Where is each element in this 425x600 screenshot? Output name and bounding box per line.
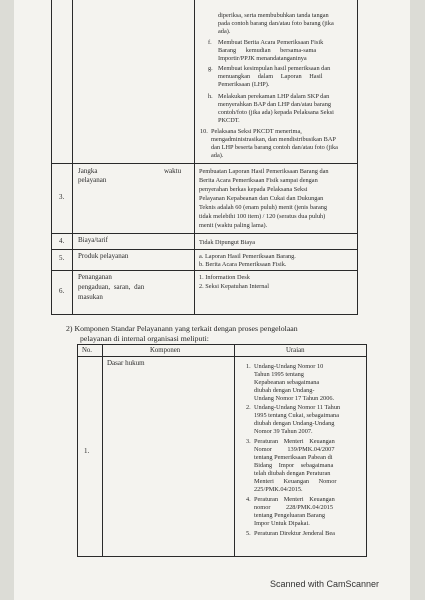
step-line: Pelaksana Seksi PKCDT menerima, — [211, 128, 302, 135]
step-line: Pemeriksaan (LHP). — [218, 81, 270, 88]
step-line: PKCDT. — [218, 117, 240, 124]
table1-left-border — [51, 0, 52, 315]
row-label: masukan — [78, 293, 103, 301]
table2-komponen-col-border — [234, 344, 235, 557]
column-header-no: No. — [82, 347, 93, 354]
table1-right-border — [357, 0, 358, 315]
component-label: Dasar hukum — [107, 359, 145, 367]
step-line: Melakukan perekaman LHP dalam SKP dan — [218, 93, 330, 100]
step-line: menyerahkan BAP dan LHP dan/atau barang — [218, 101, 332, 108]
product-item: b. Berita Acara Pemeriksaan Fisik. — [199, 261, 287, 268]
table2-left-border — [77, 344, 78, 557]
row-label: pelayanan — [78, 176, 107, 184]
step-line: Importir/PPJK menandatanganinya — [218, 55, 307, 62]
step-line: ada). — [211, 152, 224, 159]
list-line: nomor 228/PMK.04/2015 — [254, 504, 334, 511]
list-line: Menteri Keuangan Nomor — [254, 478, 337, 485]
step-line: ada). — [218, 28, 231, 35]
complaint-channel: 1. Information Desk — [199, 274, 250, 281]
row-number: 3. — [59, 193, 65, 201]
list-line: tentang Pemeriksaan Pabean di — [254, 454, 333, 461]
table1-row-divider — [51, 163, 358, 164]
list-line: 225/PMK.04/2015. — [254, 486, 303, 493]
step-line: Membuat Berita Acara Pemeriksaan Fisik — [218, 39, 324, 46]
step-line: mengadministrasikan, dan mendistribusikan BAP — [211, 136, 336, 143]
table2-right-border — [366, 344, 367, 557]
section-heading: 2) Komponen Standar Pelayanann yang terkait dengan proses pengelolaan — [66, 324, 298, 333]
list-line: Nomor 39 Tahun 2007. — [254, 428, 313, 435]
table1-label-col-border — [194, 0, 195, 315]
row-number: 5. — [59, 254, 65, 262]
table2-bottom-border — [77, 556, 367, 557]
list-line: telah diubah dengan Peraturan — [254, 470, 331, 477]
step-line: contoh/foto (jika ada) kepada Pelaksana Seksi — [218, 109, 334, 116]
step-line: menuangkan dalam Laporan Hasil — [218, 73, 323, 80]
list-line: Peraturan Menteri Keuangan — [254, 438, 335, 445]
list-marker: 1. — [246, 363, 251, 370]
list-line: Undang Nomor 17 Tahun 2006. — [254, 395, 335, 402]
description-line: Teknis adalah 60 (enam puluh) menit (jenis barang — [199, 204, 328, 211]
list-marker: 2. — [246, 404, 251, 411]
description-line: Berita Acara Pemeriksaan Fisik sampai dengan — [199, 177, 318, 184]
list-marker: 5. — [246, 530, 251, 537]
step-line: dan LHP beserta barang contoh dan/atau foto (jika — [211, 144, 338, 151]
description-line: Pelayanan Kepabeanan dan Cukai dan Dukungan — [199, 195, 324, 202]
table1-no-col-border — [72, 0, 73, 315]
table2-no-col-border — [102, 344, 103, 557]
table1-row-divider — [51, 233, 358, 234]
step-line: diperiksa, serta membubuhkan tanda tangan — [218, 12, 329, 19]
list-line: Nomor 139/PMK.04/2007 — [254, 446, 335, 453]
section-heading: pelayanan di internal organisasi meliputi: — [80, 334, 209, 343]
list-line: Undang-Undang Nomor 10 — [254, 363, 324, 370]
step-marker: 10. — [200, 128, 208, 135]
step-line: pada contoh barang dan/atau foto barang (jika — [218, 20, 334, 27]
description-line: Pembuatan Laporan Hasil Pemeriksaan Barang dan — [199, 168, 329, 175]
step-line: Barang kemudian bersama-sama — [218, 47, 317, 54]
row-label: Penanganan — [78, 273, 112, 281]
list-line: Peraturan Direktur Jenderal Bea — [254, 530, 335, 537]
row-number: 1. — [84, 447, 90, 455]
product-item: a. Laporan Hasil Pemeriksaan Barang. — [199, 253, 296, 260]
table1-bottom-border — [51, 314, 358, 315]
step-line: Membuat kesimpulan hasil pemeriksaan dan — [218, 65, 331, 72]
step-marker: g. — [208, 65, 213, 72]
description-line: tidak melebihi 100 item) / 120 (seratus dua puluh) — [199, 213, 326, 220]
fee-value: Tidak Dipungut Biaya — [199, 239, 256, 246]
step-marker: h. — [208, 93, 213, 100]
scanner-watermark: Scanned with CamScanner — [270, 579, 380, 589]
complaint-channel: 2. Seksi Kepatuhan Internal — [199, 283, 269, 290]
list-line: Kepabeanan sebagaimana — [254, 379, 320, 386]
list-marker: 4. — [246, 496, 251, 503]
list-marker: 3. — [246, 438, 251, 445]
row-label: Biaya/tarif — [78, 236, 108, 244]
list-line: Tahun 1995 tentang — [254, 371, 304, 378]
row-label: Produk pelayanan — [78, 252, 129, 260]
step-marker: f. — [208, 39, 212, 46]
row-label: pengaduan, saran, dan — [78, 283, 145, 291]
column-header-uraian: Uraian — [286, 347, 305, 354]
description-line: menit (waktu paling lama). — [199, 222, 268, 229]
list-line: Peraturan Menteri Keuangan — [254, 496, 335, 503]
document-page — [14, 0, 410, 600]
table2-top-border — [77, 344, 367, 345]
list-line: Bidang Impor sebagaimana — [254, 462, 334, 469]
row-number: 4. — [59, 237, 65, 245]
list-line: 1995 tentang Cukai, sebagaimana — [254, 412, 339, 419]
list-line: tentang Pengeluaran Barang — [254, 512, 325, 519]
description-line: penyerahan berkas kepada Pelaksana Seksi — [199, 186, 308, 193]
list-line: diubah dengan Undang- — [254, 387, 315, 394]
row-label: Jangka — [78, 167, 98, 175]
column-header-komponen: Komponen — [150, 347, 181, 354]
table1-row-divider — [51, 270, 358, 271]
row-number: 6. — [59, 287, 65, 295]
list-line: diubah dengan Undang-Undang — [254, 420, 335, 427]
table2-header-divider — [77, 356, 367, 357]
list-line: Undang-Undang Nomor 11 Tahun — [254, 404, 341, 411]
list-line: Impor Untuk Dipakai. — [254, 520, 310, 527]
row-label: waktu — [164, 167, 182, 175]
table1-row-divider — [51, 249, 358, 250]
